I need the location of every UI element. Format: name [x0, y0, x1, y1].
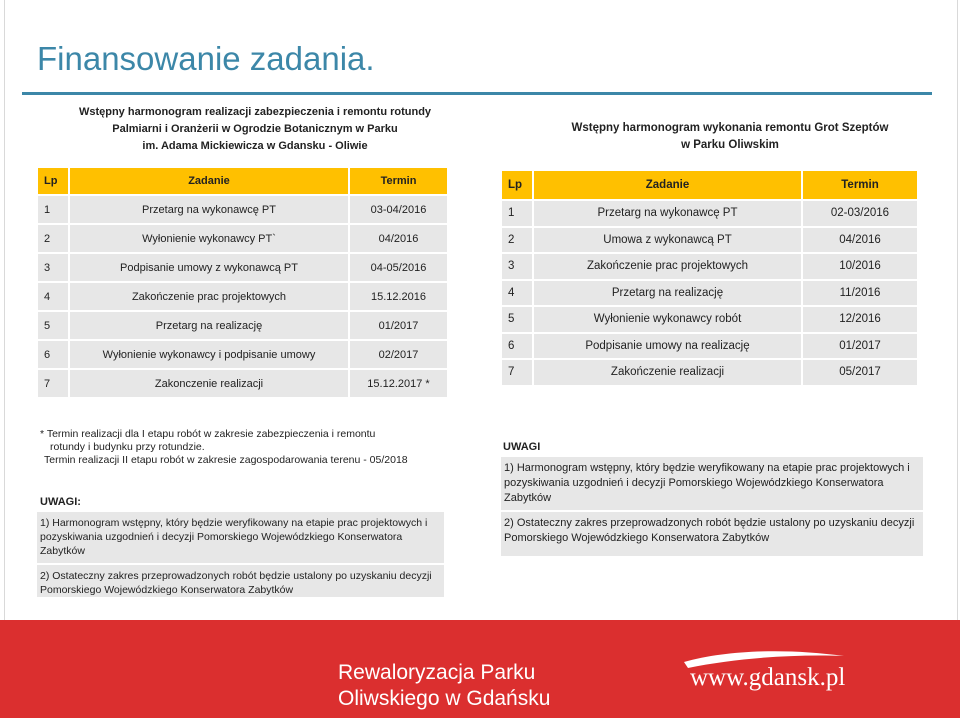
cell-term: 12/2016 [803, 307, 917, 332]
left-heading-line: Palmiarni i Oranżerii w Ogrodzie Botanicznym w Parku [112, 123, 398, 135]
cell-task: Podpisanie umowy na realizację [534, 334, 801, 359]
table-row [502, 254, 917, 279]
table-row [502, 201, 917, 226]
table-row [38, 196, 447, 223]
cell-task: Przetarg na wykonawcę PT [70, 196, 348, 223]
cell-lp: 5 [38, 312, 68, 339]
cell-lp: 1 [502, 201, 532, 226]
right-heading-line: Wstępny harmonogram wykonania remontu Grot Szeptów [571, 122, 889, 134]
column-header-termin: Termin [350, 168, 447, 194]
column-header-lp: Lp [38, 168, 68, 194]
table-header-row [38, 168, 447, 194]
left-footnote [40, 428, 450, 467]
left-schedule-heading [40, 104, 470, 155]
right-note-2: 2) Ostateczny zakres przeprowadzonych robót będzie ustalony po uzyskaniu decyzji Pomorskiego Wojewódzkiego Konserwatora Zabytków [501, 512, 923, 556]
table-row [502, 307, 917, 332]
cell-term: 15.12.2017 * [350, 370, 447, 397]
cell-term: 11/2016 [803, 281, 917, 306]
cell-lp: 7 [38, 370, 68, 397]
cell-term: 01/2017 [803, 334, 917, 359]
cell-task: Umowa z wykonawcą PT [534, 228, 801, 253]
cell-lp: 5 [502, 307, 532, 332]
table-row [502, 360, 917, 385]
table-row [38, 283, 447, 310]
footnote-line: rotundy i budynku przy rotundzie. [50, 441, 205, 453]
cell-task: Przetarg na realizację [70, 312, 348, 339]
footnote-line: Termin realizacji II etapu robót w zakresie zagospodarowania terenu - 05/2018 [44, 454, 408, 466]
cell-term: 05/2017 [803, 360, 917, 385]
left-schedule-table [36, 166, 449, 399]
footer-title-line: Oliwskiego w Gdańsku [338, 687, 551, 710]
table-row [38, 225, 447, 252]
cell-lp: 4 [38, 283, 68, 310]
cell-lp: 3 [38, 254, 68, 281]
cell-task: Zakończenie prac projektowych [70, 283, 348, 310]
cell-task: Przetarg na realizację [534, 281, 801, 306]
footer-title-line: Rewaloryzacja Parku [338, 661, 536, 684]
page-title: Finansowanie zadania. [37, 40, 375, 77]
table-row [38, 254, 447, 281]
cell-lp: 7 [502, 360, 532, 385]
cell-term: 03-04/2016 [350, 196, 447, 223]
table-header-row [502, 171, 917, 199]
table-row [502, 281, 917, 306]
cell-task: Zakończenie realizacji [534, 360, 801, 385]
cell-term: 02-03/2016 [803, 201, 917, 226]
gdansk-logo-text: www.gdansk.pl [690, 664, 846, 691]
cell-task: Wyłonienie wykonawcy PT` [70, 225, 348, 252]
cell-term: 02/2017 [350, 341, 447, 368]
cell-term: 10/2016 [803, 254, 917, 279]
left-uwagi-label: UWAGI: [40, 496, 81, 508]
left-heading-line: im. Adama Mickiewicza w Gdansku - Oliwie [142, 140, 368, 152]
cell-lp: 6 [502, 334, 532, 359]
left-note-2: 2) Ostateczny zakres przeprowadzonych robót będzie ustalony po uzyskaniu decyzji Pomorskiego Wojewódzkiego Konserwatora Zabytków [37, 565, 444, 597]
footer-title [338, 660, 550, 712]
table-row [38, 370, 447, 397]
right-note-1: 1) Harmonogram wstępny, który będzie weryfikowany na etapie prac projektowych i pozyskiwania uzgodnień i decyzji Pomorskiego Wojewódzkiego Konserwatora Zabytków [501, 457, 923, 510]
cell-lp: 6 [38, 341, 68, 368]
cell-task: Wyłonienie wykonawcy i podpisanie umowy [70, 341, 348, 368]
table-row [38, 312, 447, 339]
cell-task: Zakończenie prac projektowych [534, 254, 801, 279]
cell-lp: 2 [502, 228, 532, 253]
cell-lp: 3 [502, 254, 532, 279]
cell-lp: 1 [38, 196, 68, 223]
right-schedule-heading [520, 120, 940, 154]
table-row [502, 334, 917, 359]
column-header-lp: Lp [502, 171, 532, 199]
left-heading-line: Wstępny harmonogram realizacji zabezpieczenia i remontu rotundy [78, 106, 432, 118]
right-heading-line: w Parku Oliwskim [681, 139, 779, 151]
title-divider [22, 92, 932, 95]
cell-term: 15.12.2016 [350, 283, 447, 310]
cell-task: Zakonczenie realizacji [70, 370, 348, 397]
table-row [38, 341, 447, 368]
cell-lp: 2 [38, 225, 68, 252]
right-uwagi-label: UWAGI [503, 441, 541, 453]
cell-lp: 4 [502, 281, 532, 306]
cell-task: Wyłonienie wykonawcy robót [534, 307, 801, 332]
cell-task: Przetarg na wykonawcę PT [534, 201, 801, 226]
cell-term: 04/2016 [350, 225, 447, 252]
right-schedule-table [500, 169, 919, 387]
cell-term: 04-05/2016 [350, 254, 447, 281]
column-header-termin: Termin [803, 171, 917, 199]
left-note-1: 1) Harmonogram wstępny, który będzie weryfikowany na etapie prac projektowych i pozyskiwania uzgodnień i decyzji Pomorskiego Wojewódzkiego Konserwatora Zabytków [37, 512, 444, 563]
cell-task: Podpisanie umowy z wykonawcą PT [70, 254, 348, 281]
table-row [502, 228, 917, 253]
cell-term: 01/2017 [350, 312, 447, 339]
column-header-zadanie: Zadanie [70, 168, 348, 194]
cell-term: 04/2016 [803, 228, 917, 253]
footnote-line: * Termin realizacji dla I etapu robót w zakresie zabezpieczenia i remontu [40, 428, 376, 440]
column-header-zadanie: Zadanie [534, 171, 801, 199]
